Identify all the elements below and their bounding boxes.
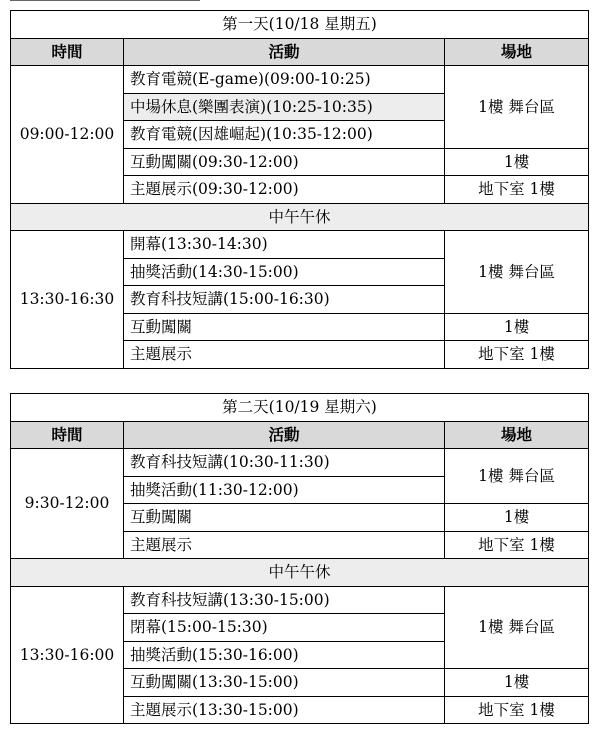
header-activity: 活動 [124,38,445,66]
activity-cell: 教育科技短講(10:30-11:30) [124,449,445,477]
venue-cell: 1樓 [445,148,589,176]
header-activity: 活動 [124,421,445,449]
activity-cell: 教育科技短講(13:30-15:00) [124,586,445,614]
activity-cell: 互動闖關 [124,313,445,341]
table-row [11,66,589,94]
day2-lunch-row [11,559,589,587]
table-row [11,586,589,614]
activity-cell: 抽獎活動(15:30-16:00) [124,641,445,669]
activity-cell: 抽獎活動(11:30-12:00) [124,476,445,504]
activity-cell: 主題展示(13:30-15:00) [124,696,445,724]
table-row [11,231,589,259]
activity-cell: 教育電競(因雄崛起)(10:35-12:00) [124,121,445,149]
day2-afternoon-time: 13:30-16:00 [11,586,124,724]
activity-cell: 抽獎活動(14:30-15:00) [124,258,445,286]
venue-cell: 地下室 1樓 [445,531,589,559]
venue-cell: 1樓 [445,504,589,532]
day2-title-row [11,394,589,422]
header-time: 時間 [11,38,124,66]
top-rule [10,0,200,5]
venue-cell: 1樓 舞台區 [445,449,589,504]
venue-cell: 地下室 1樓 [445,176,589,204]
activity-cell: 閉幕(15:00-15:30) [124,614,445,642]
header-time: 時間 [11,421,124,449]
lunch-break-label: 中午午休 [11,559,589,587]
day1-morning-time: 09:00-12:00 [11,66,124,204]
venue-cell: 1樓 [445,669,589,697]
header-venue: 場地 [445,38,589,66]
day2-header-row [11,421,589,449]
day1-afternoon-time: 13:30-16:30 [11,231,124,369]
header-venue: 場地 [445,421,589,449]
venue-cell: 地下室 1樓 [445,341,589,369]
day1-lunch-row [11,203,589,231]
day1-schedule-table [10,10,589,369]
activity-cell: 主題展示(09:30-12:00) [124,176,445,204]
day2-title: 第二天(10/19 星期六) [11,394,589,422]
activity-cell: 教育科技短講(15:00-16:30) [124,286,445,314]
day1-title: 第一天(10/18 星期五) [11,11,589,39]
venue-cell: 1樓 舞台區 [445,66,589,149]
day2-morning-time: 9:30-12:00 [11,449,124,559]
table-row [11,449,589,477]
activity-cell: 主題展示 [124,341,445,369]
day1-header-row [11,38,589,66]
venue-cell: 地下室 1樓 [445,696,589,724]
activity-cell: 互動闖關 [124,504,445,532]
activity-cell: 教育電競(E-game)(09:00-10:25) [124,66,445,94]
lunch-break-label: 中午午休 [11,203,589,231]
activity-cell: 互動闖關(09:30-12:00) [124,148,445,176]
day1-title-row [11,11,589,39]
activity-cell-highlighted: 中場休息(樂團表演)(10:25-10:35) [124,93,445,121]
activity-cell: 主題展示 [124,531,445,559]
venue-cell: 1樓 舞台區 [445,586,589,669]
day2-schedule-table [10,393,589,724]
venue-cell: 1樓 [445,313,589,341]
activity-cell: 互動闖關(13:30-15:00) [124,669,445,697]
activity-cell: 開幕(13:30-14:30) [124,231,445,259]
venue-cell: 1樓 舞台區 [445,231,589,314]
